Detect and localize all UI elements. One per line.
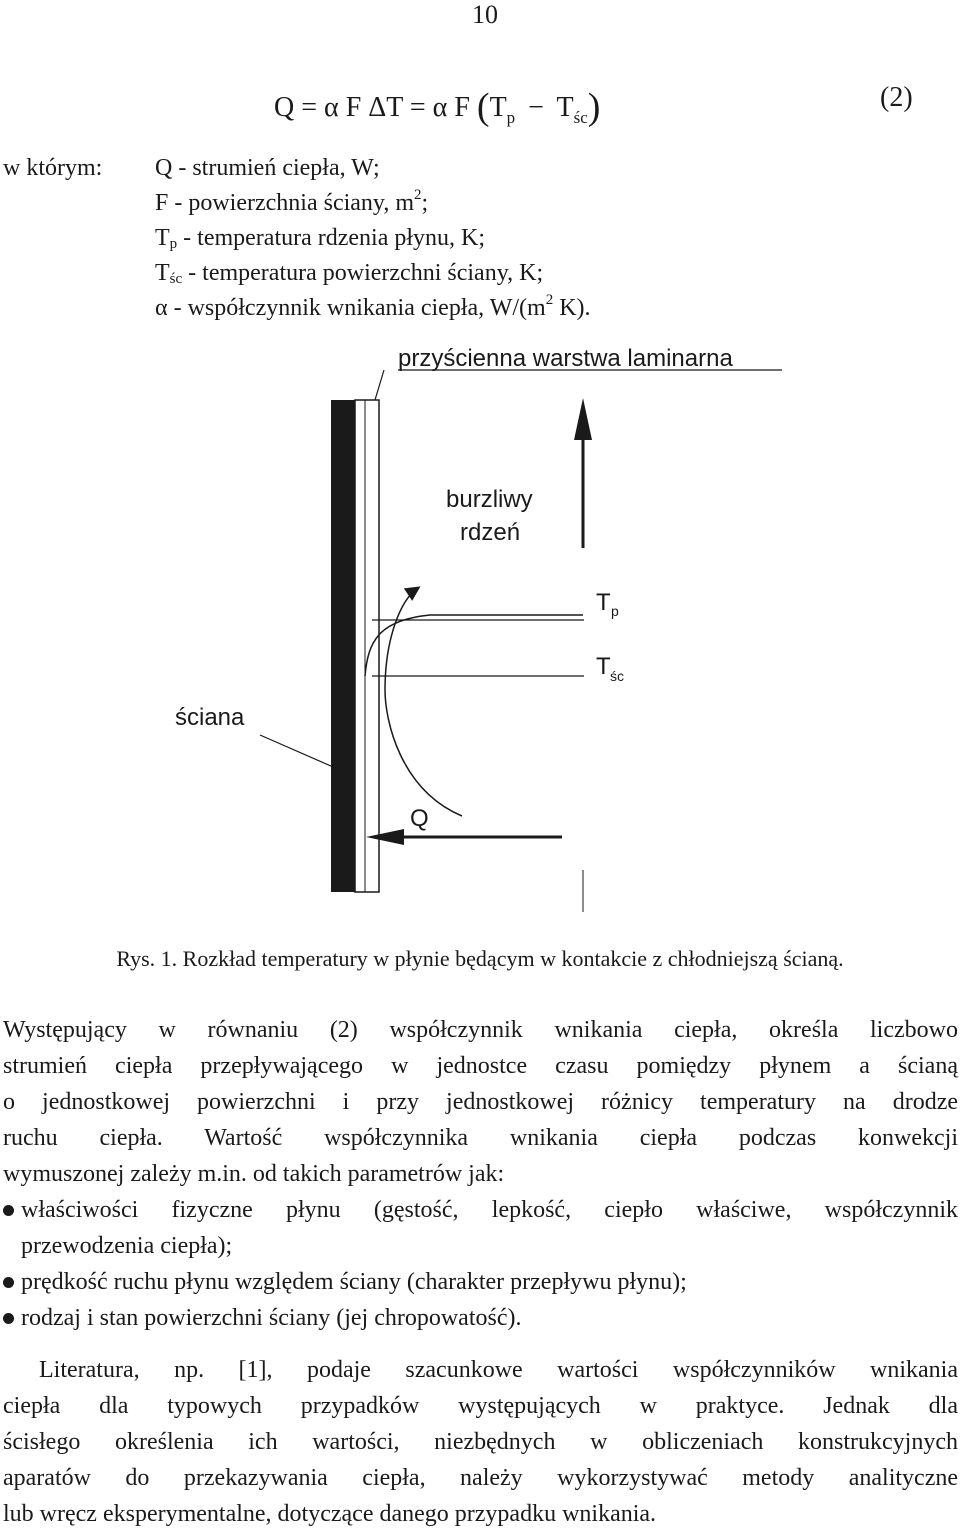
paragraph-line: aparatów do przekazywania ciepła, należy wykorzystywać metody analityczne (3, 1465, 958, 1491)
equation-tsc-sub: śc (573, 108, 588, 127)
paragraph-line: ruchu ciepła. Wartość współczynnika wnikania ciepła podczas konwekcji (3, 1125, 958, 1151)
def-sup: 2 (545, 292, 554, 308)
equation (274, 82, 600, 126)
figure-caption: Rys. 1. Rozkład temperatury w płynie będącym w kontakcie z chłodniejszą ścianą. (116, 946, 844, 971)
equation-tp-sub: p (506, 108, 516, 127)
def-symbol: Q (155, 155, 173, 181)
label-laminar-layer: przyścienna warstwa laminarna (398, 345, 733, 372)
laminar-layer-band (355, 400, 379, 892)
def-tail: K). (553, 295, 591, 321)
wall-solid (331, 400, 355, 892)
bullet-line: przewodzenia ciepła); (21, 1233, 233, 1259)
bullet-dot (3, 1205, 14, 1216)
paragraph-line: Literatura, np. [1], podaje szacunkowe wartości współczynników wnikania (39, 1357, 958, 1383)
bullet-item (3, 1264, 958, 1300)
equation-tp: T (489, 92, 507, 123)
def-sup: 2 (414, 187, 422, 203)
boundary-layer-diagram (0, 340, 960, 920)
label-wall: ściana (175, 704, 245, 731)
bullet-dot (3, 1313, 14, 1324)
bullet-line: rodzaj i stan powierzchni ściany (jej chropowatość). (21, 1305, 522, 1331)
definition-q (155, 155, 380, 182)
equation-minus: − (528, 92, 544, 123)
definition-tp (155, 225, 485, 252)
paragraph-2 (3, 1352, 958, 1532)
label-tp: T (596, 589, 611, 616)
bullet-dot (3, 1277, 14, 1288)
def-text: - temperatura powierzchni ściany, K; (188, 260, 544, 286)
bullet-line: właściwości fizyczne płynu (gęstość, lepkość, ciepło właściwe, współczynnik (21, 1197, 958, 1223)
paragraph-line: strumień ciepła przepływającego w jednostce czasu pomiędzy płynem a ścianą (3, 1053, 958, 1079)
equation-lhs: Q (274, 92, 295, 123)
definition-tsc (155, 260, 543, 287)
label-q: Q (410, 805, 429, 832)
definition-alpha (155, 292, 591, 322)
label-tp-sub: p (611, 603, 619, 619)
equation-tsc: T (556, 92, 574, 123)
page-number: 10 (472, 0, 498, 29)
label-core-line2: rdzeń (460, 519, 521, 546)
label-wall-leader (260, 735, 340, 770)
paragraph-line: ścisłego określenia ich wartości, niezbędnych w obliczeniach konstrukcyjnych (3, 1429, 958, 1455)
def-text: - strumień ciepła, W; (178, 155, 380, 181)
equation-paren-close: ) (587, 86, 601, 128)
bullet-item (3, 1300, 958, 1336)
temperature-profile (365, 615, 583, 676)
equation-number: (2) (880, 82, 913, 113)
bullet-line: prędkość ruchu płynu względem ściany (charakter przepływu płynu); (21, 1269, 687, 1295)
equation-part1: = α F ΔT = α F (301, 92, 470, 123)
def-text: - temperatura rdzenia płynu, K; (183, 225, 486, 251)
label-core-line1: burzliwy (446, 486, 533, 513)
paragraph-line: ciepła dla typowych przypadków występujących w praktyce. Jednak dla (3, 1393, 958, 1419)
def-tail: ; (421, 190, 429, 216)
paragraph-1 (3, 1012, 958, 1192)
equation-paren-open: ( (476, 86, 490, 128)
label-tsc-sub: śc (610, 668, 624, 684)
def-text: - powierzchnia ściany, m (174, 190, 415, 216)
temperature-axis-arrowhead (574, 398, 592, 440)
bullet-item (3, 1192, 958, 1264)
paragraph-line: wymuszonej zależy m.in. od takich parametrów jak: (3, 1161, 505, 1187)
def-symbol: T (155, 260, 170, 286)
definitions-intro: w którym: (3, 155, 103, 181)
def-sub: śc (169, 271, 183, 287)
def-text: - współczynnik wnikania ciepła, W/(m (173, 295, 546, 321)
definition-f (155, 187, 429, 217)
paragraph-line: lub wręcz eksperymentalne, dotyczące danego przypadku wnikania. (3, 1501, 657, 1527)
def-symbol: α (155, 295, 168, 321)
def-symbol: T (155, 225, 170, 251)
paragraph-line: Występujący w równaniu (2) współczynnik wnikania ciepła, określa liczbowo (3, 1017, 958, 1043)
def-sub: p (169, 236, 178, 252)
def-symbol: F (155, 190, 169, 216)
label-tsc: T (596, 653, 611, 680)
paragraph-line: o jednostkowej powierzchni i przy jednostkowej różnicy temperatury na drodze (3, 1089, 958, 1115)
